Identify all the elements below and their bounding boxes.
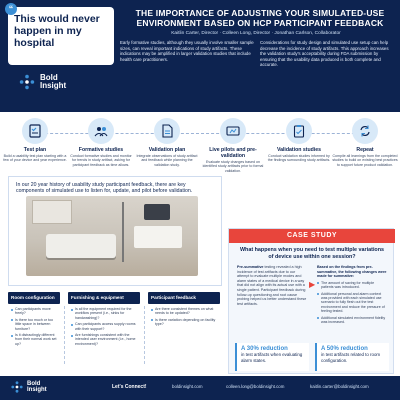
list-item: Can participants move freely? [11,307,58,316]
logo-mark-icon [18,73,36,91]
categories-section [8,292,222,368]
divider [64,306,65,364]
quote-box [8,4,114,65]
list-item: Additional personal and alarm context was provided with each simulated use scenario to fully flesh out the test environment and reduce the pressure of feeling tested. [317,292,387,314]
list-item: Is it distractingly different from their normal work set up? [11,333,58,346]
step-live-pilots [200,118,266,173]
website-link[interactable]: boldinsight.com [172,384,203,389]
case-study-heading: CASE STUDY [229,229,395,243]
category-list [68,304,140,346]
step-title: Repeat [356,147,374,153]
step-title: Test plan [23,147,47,153]
case-right-lead: Based on the findings from pre-summative, the following changes were made for summative: [317,265,387,279]
list-item: Are furnishings consistent with the intended user environment (i.e., home environment)? [71,333,138,346]
category-list [8,304,60,346]
stat-value: A 30% reduction [241,346,288,352]
step-desc: Conduct validation studies informed by the findings surrounding study artifacts. [267,154,331,163]
step-desc: Build a usability test plan starting with a few of your device and year experience. [3,154,67,163]
step-validation-plan [134,118,200,167]
list-item: Are there consistent themes on what needs to be updated? [151,307,218,316]
hospital-room-photo [26,196,198,276]
document-icon [154,118,180,144]
header-banner [0,0,400,112]
step-desc: Integrate observations of study artifact and feedback while planning the validation study. [136,154,198,167]
category-title: Furnishing & equipment [68,292,140,304]
step-test-plan [2,118,68,163]
logo-line-1: Bold [27,381,41,387]
pilot-icon [220,118,246,144]
stat-room-configuration [315,343,389,371]
photo-monitor [144,204,170,220]
step-desc: Conduct formative studies and monitor for trends in study artifact, asking for participant feedback as time allows. [70,154,132,167]
footer-logo [10,380,47,394]
case-study-panel [228,228,394,374]
stat-alarm-states [235,343,309,371]
photo-bed-2 [134,226,182,248]
photo-window [32,200,72,224]
step-validation-studies [266,118,332,163]
intro-left: Early formative studies, although they usually involve smaller sample sizes, can reveal important indications of study artifacts. These indications may be amplified in larger validation studies that include health care practitioners. [120,40,254,62]
case-left-lead: Pre-summative [237,265,264,269]
list-item: Is there too much or too little space in between furniture? [11,318,58,331]
step-repeat [332,118,398,167]
step-title: Live pilots and pre-validation [209,147,257,159]
intro-right: Considerations for study design and simulated use setup can help decrease the incidence of study artifacts. This approach increases the validation study's acceptability during FDA submission by ensuring that the usability data produced is both complete and accurate. [260,40,389,68]
stat-text: in test artifacts when evaluating alarm states. [241,352,303,363]
photo-iv-pole [122,202,124,262]
stat-text: in test artifacts related to room configuration. [321,352,381,363]
logo-text [40,74,66,90]
step-title: Validation plan [148,147,186,153]
divider [144,306,145,364]
step-desc: Compile all learnings from the completed studies to build on existing best practices to support future product validation. [332,154,398,167]
people-icon [88,118,114,144]
stat-value: A 50% reduction [321,346,368,352]
checklist-icon [22,118,48,144]
email-link-kaitlin[interactable]: kaitlin.carter@boldinsight.com [310,384,369,389]
repeat-icon [352,118,378,144]
bold-insight-logo [18,70,98,94]
case-left-column [237,265,307,306]
footer-logo-text [27,381,47,393]
authors-line: Kaitlin Carter, Director · Colleen Long, Director · Jonathan Carlson, Collaborator [171,31,341,36]
list-item: Additional simulated environment fidelity was increased. [317,316,387,325]
category-title: Participant feedback [148,292,220,304]
category-title: Room configuration [8,292,60,304]
step-title: Validation studies [276,147,322,153]
category-list [148,304,220,327]
list-item: Can participants access supply rooms with their support? [71,322,138,331]
logo-line-1: Bold [40,73,58,82]
page-title: THE IMPORTANCE OF ADJUSTING YOUR SIMULATED-USE ENVIRONMENT BASED ON HCP PARTICIPANT FEEDBACK [135,8,385,28]
category-furnishing [68,292,140,368]
list-item: Is all the equipment required for the workflow present (i.e., sinks for handwashing)? [71,307,138,320]
quote-text: This would never happen in my hospital [14,13,100,49]
case-left-text: testing revealed a high incidence of test artifacts due to our attempt to evaluate multiple modes and alarm states of a medical device in a way that did not align with its actual use with a single patient. Participant feedback during follow-up questioning and root cause probing helped us better understand these test artifacts. [237,265,307,306]
logo-line-2: Insight [40,81,67,90]
history-heading: In our 20 year history of usability study participant feedback, there are key components of simulated use to listen for, update, and pilot before validation. [16,182,193,195]
logo-line-2: Insight [27,387,47,393]
list-item: The amount of saving for multiple patients was introduced. [317,281,387,290]
category-participant-feedback [148,292,220,368]
quote-mark-icon: “ [5,3,17,15]
footer-connect-label: Let's Connect! [112,384,147,390]
photo-bed [46,234,116,258]
list-item: Is there variation depending on facility type? [151,318,218,327]
logo-mark-icon [10,380,24,394]
footer [0,376,400,400]
step-title: Formative studies [78,147,124,153]
arrow-right-icon: ▶ [309,280,316,289]
step-formative [68,118,134,167]
email-link-colleen[interactable]: colleen.long@boldinsight.com [226,384,285,389]
category-room-configuration [8,292,60,368]
case-study-question: What happens when you need to test multiple variations of device use within one session? [239,247,385,260]
step-desc: Evaluate study changes based on identified study artifacts prior to formal validation. [202,160,264,173]
case-study-body [237,265,387,339]
clipboard-icon [286,118,312,144]
case-right-column [317,265,387,326]
